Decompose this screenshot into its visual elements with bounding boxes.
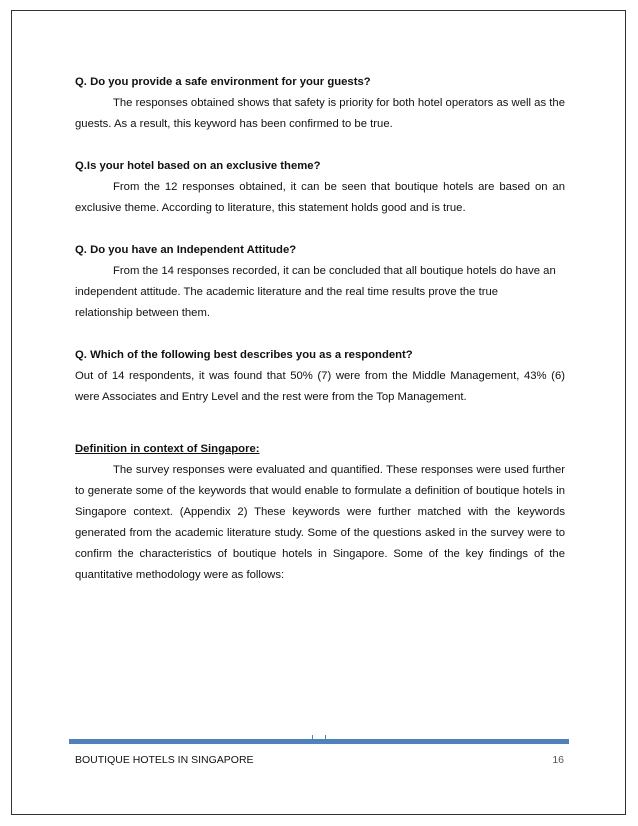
definition-heading: Definition in context of Singapore: <box>75 443 260 455</box>
footer-rule-mark <box>312 735 326 740</box>
answer-safe-environment: The responses obtained shows that safety is priority for both hotel operators as well as the guests. As a result, this keyword has been confirmed to be true. <box>75 97 565 130</box>
footer-title: BOUTIQUE HOTELS IN SINGAPORE <box>75 754 254 766</box>
answer-exclusive-theme: From the 12 responses obtained, it can be seen that boutique hotels are based on an exclusive theme. According to literature, this statement holds good and is true. <box>75 181 565 214</box>
page-number: 16 <box>552 754 564 766</box>
question-respondent-type: Q. Which of the following best describes you as a respondent? <box>75 349 413 361</box>
question-safe-environment: Q. Do you provide a safe environment for your guests? <box>75 76 371 88</box>
answer-independent-attitude-line3: relationship between them. <box>75 307 211 319</box>
definition-body: The survey responses were evaluated and quantified. These responses were used further to generate some of the keywords that would enable to formulate a definition of boutique hotels in Singapore context. (Appendix 2) These keywords were further matched with the keywords generated from the academic literature study. Some of the questions asked in the survey were to confirm the characteristics of boutique hotels in Singapore. Some of the key findings of the quantitative methodology were as follows: <box>75 464 565 581</box>
page-body <box>75 72 565 586</box>
answer-independent-attitude-line1: From the 14 responses recorded, it can be concluded that all boutique hotels do have an <box>113 265 556 277</box>
question-exclusive-theme: Q.Is your hotel based on an exclusive theme? <box>75 160 321 172</box>
question-independent-attitude: Q. Do you have an Independent Attitude? <box>75 244 297 256</box>
answer-independent-attitude-line2: independent attitude. The academic literature and the real time results prove the true <box>75 286 499 298</box>
answer-respondent-type: Out of 14 respondents, it was found that 50% (7) were from the Middle Management, 43% (6) were Associates and Entry Level and the rest were from the Top Management. <box>75 370 565 403</box>
